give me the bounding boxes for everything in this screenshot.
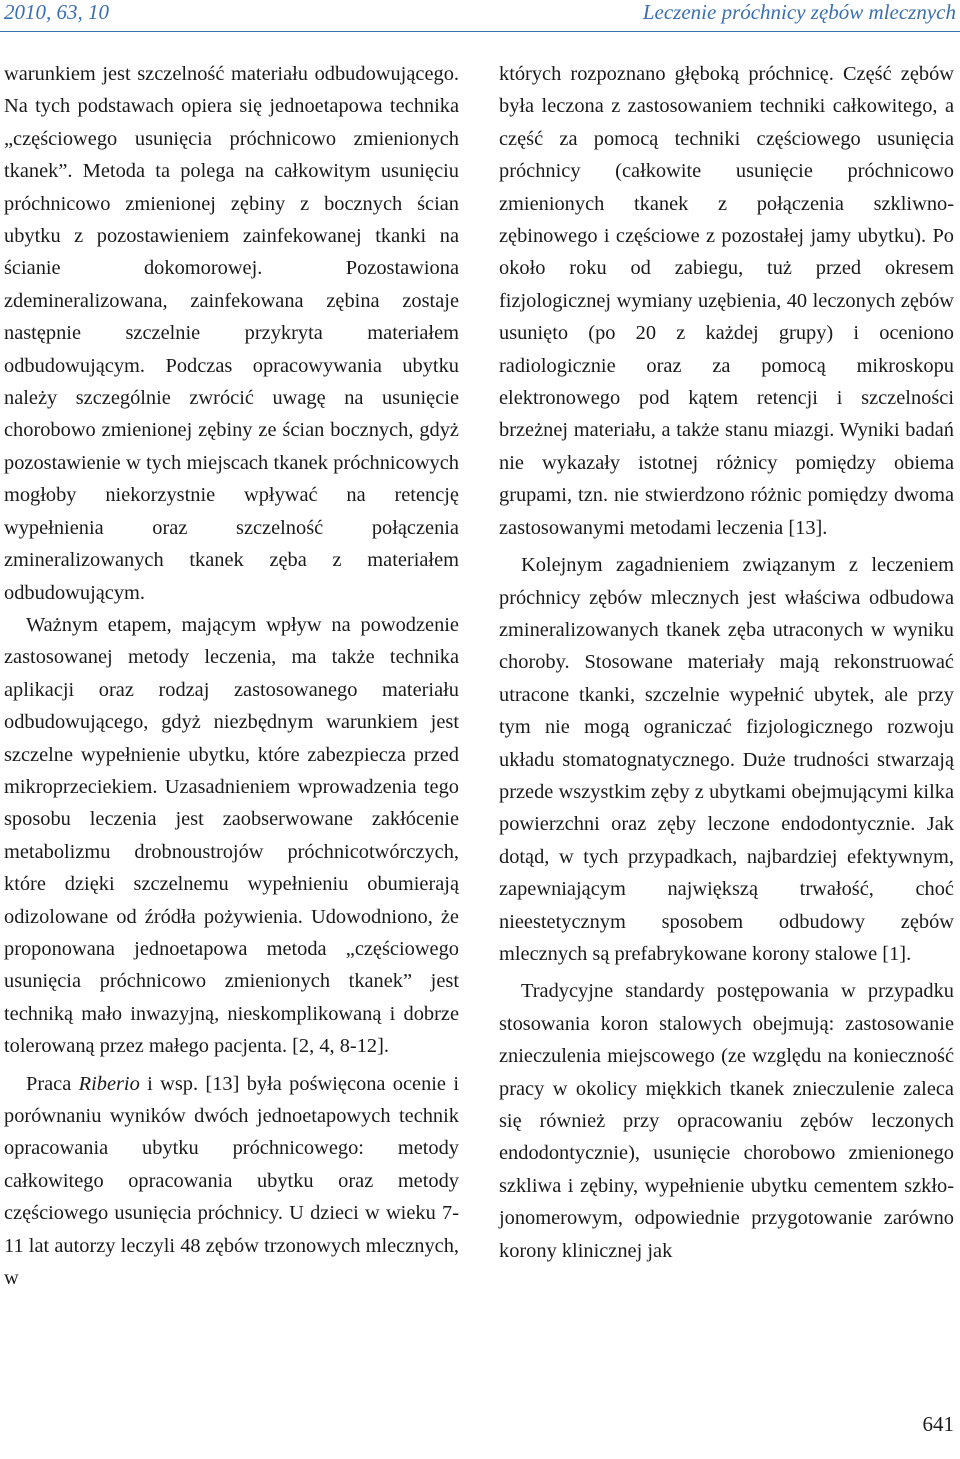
right-column [499, 58, 954, 1267]
paragraph: warunkiem jest szczelność materiału odbudowującego. Na tych podstawach opiera się jednoetapowa technika „częściowego usunięcia próchnicowo zmienionych tkanek”. Metoda ta polega na całkowitym usunięciu próchnicowo zmienionej zębiny z bocznych ścian ubytku z pozostawieniem zainfekowanej tkanki na ścianie dokomorowej. Pozostawiona zdemineralizowana, zainfekowana zębina zostaje następnie szczelnie przykryta materiałem odbudowującym. Podczas opracowywania ubytku należy szczególnie zwrócić uwagę na usunięcie chorobowo zmienionej zębiny ze ścian bocznych, gdyż pozostawienie w tych miejscach tkanek próchnicowych mogłoby niekorzystnie wpływać na retencję wypełnienia oraz szczelność połączenia zmineralizowanych tkanek zęba z materiałem odbudowującym. [4, 63, 459, 604]
running-header [0, 0, 960, 28]
paragraph [4, 1068, 459, 1295]
running-title: Leczenie próchnicy zębów mlecznych [642, 0, 956, 24]
journal-citation: 2010, 63, 10 [4, 0, 109, 24]
paragraph-text: i wsp. [13] była poświęcona ocenie i porównaniu wyników dwóch jednoetapowych technik opracowania ubytku próchnicowego: metody całkowitego opracowania ubytku oraz metody częściowego usunięcia próchnicy. U dzieci w wieku 7-11 lat autorzy leczyli 48 zębów trzonowych mlecznych, w [4, 1072, 459, 1290]
paragraph: Tradycyjne standardy postępowania w przypadku stosowania koron stalowych obejmują: zastosowanie znieczulenia miejscowego (ze względu na konieczność pracy w okolicy miękkich tkanek znieczulenie zaleca się również przy opracowaniu zębów leczonych endodontycznie), usunięcie chorobowo zmienionego szkliwa i zębiny, wypełnienie ubytku cementem szkło-jonomerowym, odpowiednie przygotowanie zarówno korony klinicznej jak [499, 980, 954, 1262]
author-name: Riberio [78, 1072, 140, 1095]
paragraph: Kolejnym zagadnieniem związanym z leczeniem próchnicy zębów mlecznych jest właściwa odbudowa zmineralizowanych tkanek zęba utraconych w wyniku choroby. Stosowane materiały mają rekonstruować utracone tkanki, szczelnie wypełnić ubytek, ale przy tym nie mogą ograniczać fizjologicznego rozwoju układu stomatognatycznego. Duże trudności stwarzają przede wszystkim zęby z ubytkami obejmującymi kilka powierzchni oraz zęby leczone endodontycznie. Jak dotąd, w tych przypadkach, najbardziej efektywnym, zapewniającym największą trwałość, choć nieestetycznym sposobem odbudowy zębów mlecznych są prefabrykowane korony stalowe [1]. [499, 554, 954, 965]
header-rule [0, 31, 960, 32]
paragraph: których rozpoznano głęboką próchnicę. Część zębów była leczona z zastosowaniem techniki całkowitego, a część za pomocą techniki częściowego usunięcia próchnicy (całkowite usunięcie próchnicowo zmienionych tkanek z połączenia szkliwno-zębinowego i częściowe z pozostałej jamy ubytku). Po około roku od zabiegu, tuż przed okresem fizjologicznej wymiany uzębienia, 40 leczonych zębów usunięto (po 20 z każdej grupy) i oceniono radiologicznie oraz za pomocą mikroskopu elektronowego pod kątem retencji i szczelności brzeżnej materiału, a także stanu miazgi. Wyniki badań nie wykazały istotnej różnicy pomiędzy obiema grupami, tzn. nie stwierdzono różnic pomiędzy dwoma zastosowanymi metodami leczenia [13]. [499, 63, 954, 539]
paragraph-text: Praca [26, 1072, 79, 1095]
left-column [4, 58, 459, 1294]
page-number: 641 [922, 1412, 954, 1436]
paragraph: Ważnym etapem, mającym wpływ na powodzenie zastosowanej metody leczenia, ma także technika aplikacji oraz rodzaj zastosowanego materiału odbudowującego, gdyż niezbędnym warunkiem jest szczelne wypełnienie ubytku, które zabezpiecza przed mikroprzeciekiem. Uzasadnieniem wprowadzenia tego sposobu leczenia jest zaobserwowane zakłócenie metabolizmu drobnoustrojów próchnicotwórczych, które dzięki szczelnemu wypełnieniu obumierają odizolowane od źródła pożywienia. Udowodniono, że proponowana jednoetapowa metoda „częściowego usunięcia próchnicowo zmienionych tkanek” jest techniką mało inwazyjną, nieskomplikowaną i dobrze tolerowaną przez małego pacjenta. [2, 4, 8-12]. [4, 613, 459, 1058]
